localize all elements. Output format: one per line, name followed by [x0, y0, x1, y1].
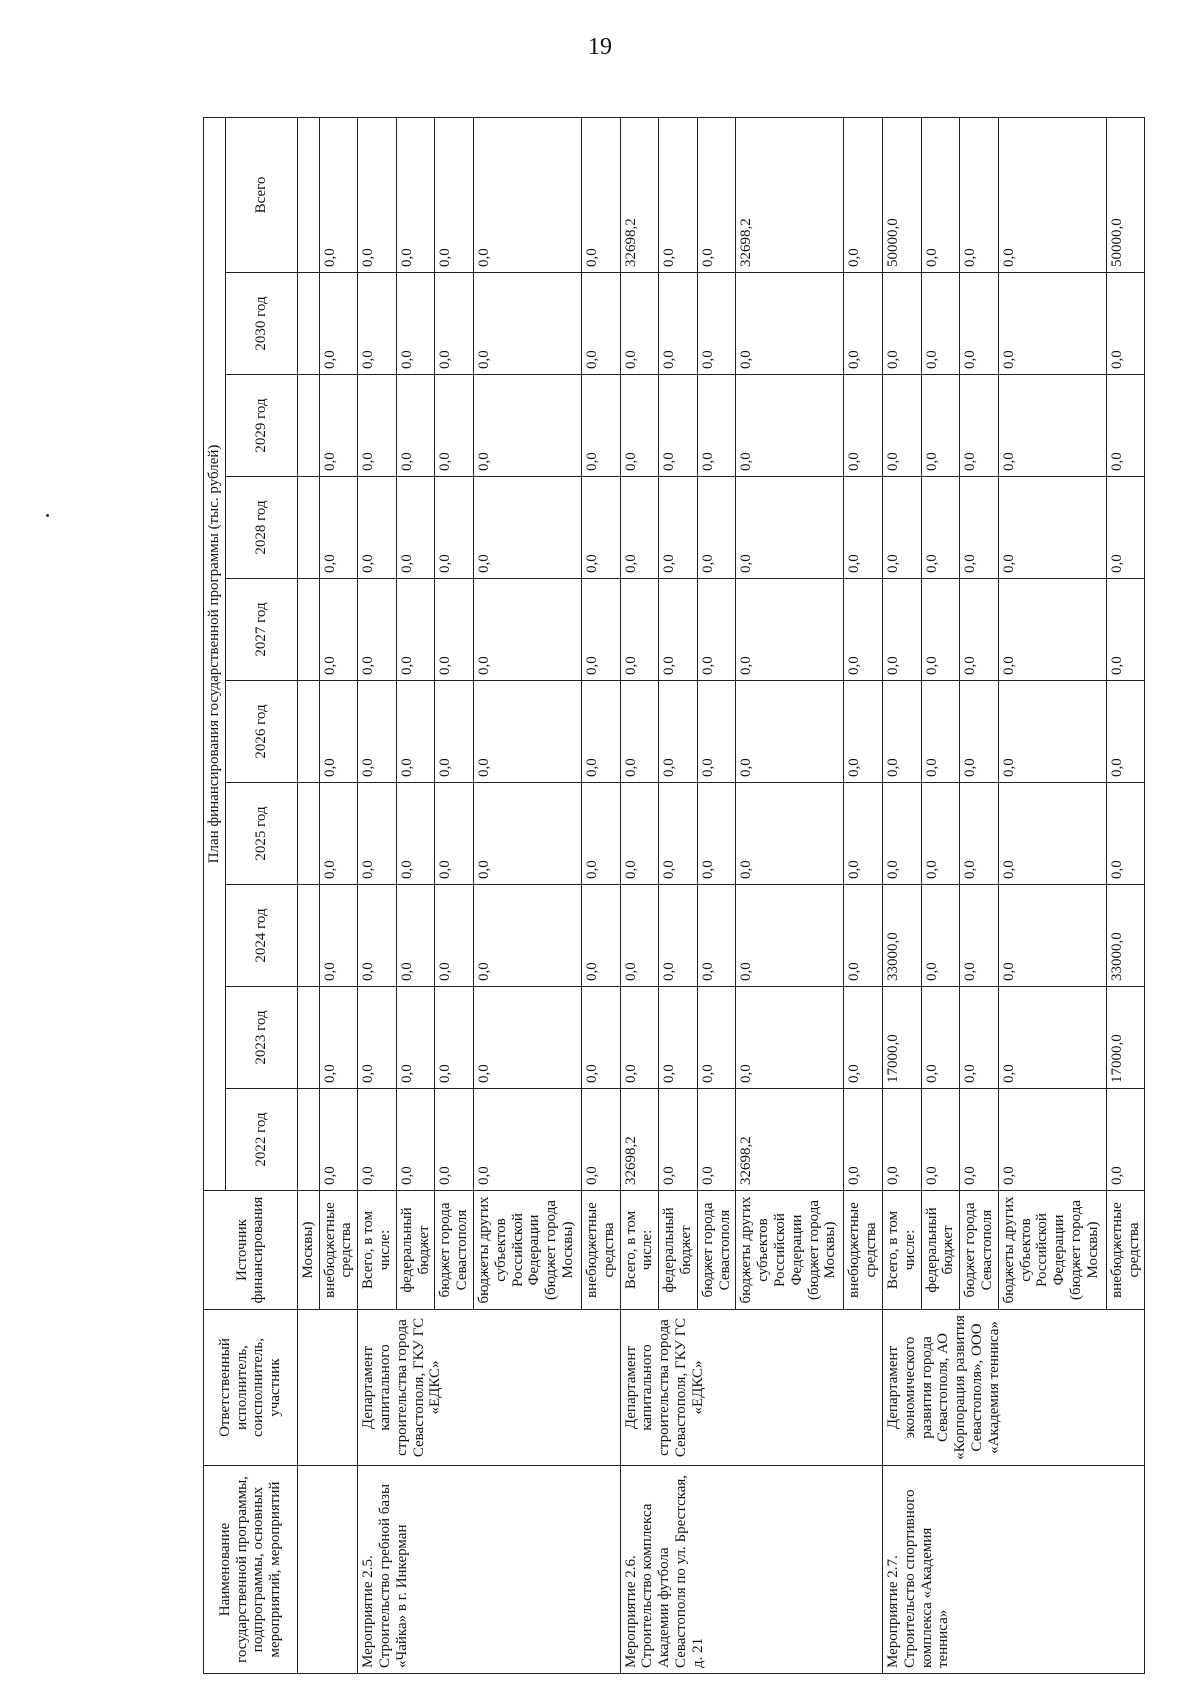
- value-cell: 0,0: [435, 681, 474, 783]
- measure-name-cell: Мероприятие 2.6. Строительство комплекса Академии футбола Севастополя по ул. Брестская, д. 21: [620, 1466, 882, 1674]
- header-name: Наименование государственной программы, подпрограммы, основных мероприятий, мероприятий: [204, 1466, 298, 1674]
- value-cell: 0,0: [921, 579, 960, 681]
- header-year: 2024 год: [225, 885, 297, 987]
- value-cell: 0,0: [358, 885, 397, 987]
- value-cell: 0,0: [697, 681, 736, 783]
- value-cell: [297, 987, 319, 1089]
- value-cell: 0,0: [473, 477, 581, 579]
- value-cell: 0,0: [581, 477, 620, 579]
- value-cell: 0,0: [659, 477, 698, 579]
- value-cell: 0,0: [473, 681, 581, 783]
- value-cell: 0,0: [358, 1089, 397, 1191]
- source-cell: федеральный бюджет: [921, 1191, 960, 1310]
- value-cell: 33000,0: [1106, 885, 1145, 987]
- table-row: [620, 117, 659, 1673]
- source-cell: Всего, в том числе:: [882, 1191, 921, 1310]
- value-cell: 0,0: [998, 477, 1106, 579]
- value-cell: [297, 117, 319, 272]
- value-cell: 0,0: [435, 579, 474, 681]
- value-cell: 0,0: [697, 477, 736, 579]
- value-cell: [297, 579, 319, 681]
- source-cell: бюджеты других субъектов Российской Федерации (бюджет города Москвы): [736, 1191, 844, 1310]
- value-cell: 0,0: [844, 273, 883, 375]
- source-cell: бюджет города Севастополя: [435, 1191, 474, 1310]
- value-cell: [297, 477, 319, 579]
- value-cell: 0,0: [473, 783, 581, 885]
- value-cell: 0,0: [736, 885, 844, 987]
- value-cell: 0,0: [844, 885, 883, 987]
- header-year: 2030 год: [225, 273, 297, 375]
- value-cell: 0,0: [882, 477, 921, 579]
- value-cell: [297, 273, 319, 375]
- value-cell: 0,0: [697, 1089, 736, 1191]
- value-cell: 0,0: [659, 681, 698, 783]
- value-cell: 0,0: [882, 579, 921, 681]
- header-responsible: Ответственный исполнитель, соисполнитель, участник: [204, 1310, 298, 1466]
- value-cell: 0,0: [1106, 273, 1145, 375]
- value-cell: 0,0: [882, 375, 921, 477]
- value-cell: 0,0: [921, 681, 960, 783]
- source-cell: внебюджетные средства: [844, 1191, 883, 1310]
- responsible-cell: Департамент экономического развития города Севастополя, АО «Корпорация развития Севастополя», ООО «Академия тенниса»: [882, 1310, 1144, 1466]
- value-cell: [297, 681, 319, 783]
- value-cell: 0,0: [960, 987, 999, 1089]
- header-year: 2028 год: [225, 477, 297, 579]
- value-cell: 0,0: [921, 375, 960, 477]
- header-year: 2022 год: [225, 1089, 297, 1191]
- value-cell: [297, 1089, 319, 1191]
- value-cell: 0,0: [736, 375, 844, 477]
- source-cell: Всего, в том числе:: [620, 1191, 659, 1310]
- responsible-cell-continued: [297, 1310, 357, 1466]
- measure-name-cell: Мероприятие 2.5. Строительство гребной базы «Чайка» в г. Инкерман: [358, 1466, 620, 1674]
- value-cell: [297, 885, 319, 987]
- value-cell: 32698,2: [620, 1089, 659, 1191]
- header-year: 2023 год: [225, 987, 297, 1089]
- value-cell: 0,0: [435, 273, 474, 375]
- value-cell: 0,0: [319, 783, 358, 885]
- value-cell: 0,0: [882, 783, 921, 885]
- value-cell: 0,0: [844, 375, 883, 477]
- value-cell: 17000,0: [1106, 987, 1145, 1089]
- value-cell: 0,0: [998, 783, 1106, 885]
- value-cell: 50000,0: [882, 117, 921, 272]
- rotated-table-container: [203, 118, 1142, 1674]
- value-cell: 0,0: [435, 1089, 474, 1191]
- header-year: Всего: [225, 117, 297, 272]
- value-cell: 0,0: [581, 273, 620, 375]
- table-row: [297, 117, 319, 1673]
- value-cell: 0,0: [921, 273, 960, 375]
- value-cell: 0,0: [620, 987, 659, 1089]
- value-cell: 0,0: [960, 681, 999, 783]
- value-cell: 0,0: [435, 987, 474, 1089]
- value-cell: 0,0: [659, 987, 698, 1089]
- value-cell: [297, 375, 319, 477]
- value-cell: 0,0: [473, 273, 581, 375]
- value-cell: 0,0: [319, 885, 358, 987]
- value-cell: 0,0: [659, 579, 698, 681]
- source-cell: внебюджетные средства: [1106, 1191, 1145, 1310]
- value-cell: 33000,0: [882, 885, 921, 987]
- value-cell: 0,0: [435, 117, 474, 272]
- value-cell: 0,0: [736, 273, 844, 375]
- value-cell: 0,0: [960, 375, 999, 477]
- value-cell: 0,0: [844, 783, 883, 885]
- value-cell: 0,0: [736, 987, 844, 1089]
- responsible-cell: Департамент капитального строительства города Севастополя, ГКУ ГС «ЕДКС»: [358, 1310, 620, 1466]
- value-cell: 0,0: [960, 477, 999, 579]
- value-cell: 0,0: [1106, 783, 1145, 885]
- value-cell: 0,0: [396, 681, 435, 783]
- source-cell: Всего, в том числе:: [358, 1191, 397, 1310]
- value-cell: 0,0: [697, 579, 736, 681]
- scan-speck: [46, 514, 49, 517]
- value-cell: 0,0: [435, 477, 474, 579]
- value-cell: 0,0: [396, 987, 435, 1089]
- value-cell: 0,0: [620, 579, 659, 681]
- name-cell-continued: [297, 1466, 357, 1674]
- value-cell: 0,0: [358, 477, 397, 579]
- value-cell: 0,0: [697, 987, 736, 1089]
- value-cell: 0,0: [659, 1089, 698, 1191]
- header-year: 2029 год: [225, 375, 297, 477]
- value-cell: 0,0: [844, 477, 883, 579]
- value-cell: 0,0: [435, 375, 474, 477]
- value-cell: 0,0: [697, 783, 736, 885]
- value-cell: 0,0: [921, 885, 960, 987]
- value-cell: 0,0: [620, 375, 659, 477]
- value-cell: 17000,0: [882, 987, 921, 1089]
- value-cell: 0,0: [319, 987, 358, 1089]
- value-cell: 0,0: [319, 375, 358, 477]
- value-cell: 0,0: [396, 375, 435, 477]
- value-cell: 0,0: [998, 681, 1106, 783]
- header-plan-title: План финансирования государственной программы (тыс. рублей): [204, 117, 226, 1190]
- value-cell: 32698,2: [736, 117, 844, 272]
- value-cell: 0,0: [921, 477, 960, 579]
- value-cell: 0,0: [736, 477, 844, 579]
- header-year: 2027 год: [225, 579, 297, 681]
- value-cell: 0,0: [473, 117, 581, 272]
- source-cell: федеральный бюджет: [659, 1191, 698, 1310]
- value-cell: 0,0: [960, 579, 999, 681]
- value-cell: 0,0: [396, 117, 435, 272]
- rotated-table-frame: [203, 118, 1142, 1674]
- source-cell: внебюджетные средства: [319, 1191, 358, 1310]
- value-cell: 50000,0: [1106, 117, 1145, 272]
- value-cell: 0,0: [697, 273, 736, 375]
- value-cell: 0,0: [844, 987, 883, 1089]
- value-cell: 0,0: [659, 117, 698, 272]
- source-cell: бюджет города Севастополя: [697, 1191, 736, 1310]
- value-cell: 0,0: [581, 783, 620, 885]
- value-cell: 0,0: [1106, 579, 1145, 681]
- value-cell: 0,0: [697, 375, 736, 477]
- value-cell: 0,0: [998, 1089, 1106, 1191]
- source-cell: внебюджетные средства: [581, 1191, 620, 1310]
- value-cell: 0,0: [998, 579, 1106, 681]
- value-cell: 0,0: [473, 579, 581, 681]
- value-cell: 0,0: [396, 1089, 435, 1191]
- value-cell: 0,0: [960, 117, 999, 272]
- value-cell: 0,0: [736, 783, 844, 885]
- value-cell: 0,0: [844, 681, 883, 783]
- source-cell: Москвы): [297, 1191, 319, 1310]
- value-cell: 0,0: [697, 885, 736, 987]
- value-cell: 0,0: [659, 375, 698, 477]
- measure-name-cell: Мероприятие 2.7. Строительство спортивного комплекса «Академия тенниса»: [882, 1466, 1144, 1674]
- value-cell: 0,0: [581, 681, 620, 783]
- value-cell: 0,0: [473, 885, 581, 987]
- table-row: [882, 117, 921, 1673]
- value-cell: 0,0: [319, 681, 358, 783]
- table-row: [358, 117, 397, 1673]
- header-year: 2025 год: [225, 783, 297, 885]
- value-cell: 0,0: [319, 117, 358, 272]
- source-cell: федеральный бюджет: [396, 1191, 435, 1310]
- value-cell: 0,0: [581, 117, 620, 272]
- value-cell: 0,0: [581, 1089, 620, 1191]
- value-cell: 0,0: [620, 783, 659, 885]
- value-cell: 0,0: [581, 579, 620, 681]
- source-cell: бюджеты других субъектов Российской Федерации (бюджет города Москвы): [998, 1191, 1106, 1310]
- value-cell: 0,0: [844, 579, 883, 681]
- value-cell: 0,0: [396, 885, 435, 987]
- value-cell: [297, 783, 319, 885]
- value-cell: 0,0: [844, 1089, 883, 1191]
- value-cell: 0,0: [358, 783, 397, 885]
- value-cell: 0,0: [581, 375, 620, 477]
- value-cell: 0,0: [998, 375, 1106, 477]
- value-cell: 0,0: [1106, 681, 1145, 783]
- value-cell: 0,0: [659, 885, 698, 987]
- value-cell: 0,0: [1106, 1089, 1145, 1191]
- value-cell: 0,0: [581, 885, 620, 987]
- value-cell: 0,0: [882, 1089, 921, 1191]
- financing-table: [203, 117, 1145, 1674]
- value-cell: 32698,2: [736, 1089, 844, 1191]
- value-cell: 0,0: [998, 987, 1106, 1089]
- value-cell: 0,0: [921, 117, 960, 272]
- value-cell: 0,0: [882, 273, 921, 375]
- header-year: 2026 год: [225, 681, 297, 783]
- value-cell: 0,0: [998, 117, 1106, 272]
- value-cell: 0,0: [581, 987, 620, 1089]
- value-cell: 0,0: [697, 117, 736, 272]
- value-cell: 0,0: [396, 783, 435, 885]
- value-cell: 0,0: [921, 987, 960, 1089]
- value-cell: 0,0: [396, 477, 435, 579]
- value-cell: 0,0: [844, 117, 883, 272]
- value-cell: 0,0: [435, 885, 474, 987]
- value-cell: 0,0: [736, 681, 844, 783]
- source-cell: бюджет города Севастополя: [960, 1191, 999, 1310]
- value-cell: 0,0: [736, 579, 844, 681]
- value-cell: 0,0: [358, 579, 397, 681]
- value-cell: 32698,2: [620, 117, 659, 272]
- page-number: 19: [588, 34, 612, 60]
- value-cell: 0,0: [620, 273, 659, 375]
- value-cell: 0,0: [960, 885, 999, 987]
- value-cell: 0,0: [396, 273, 435, 375]
- value-cell: 0,0: [998, 273, 1106, 375]
- source-cell: бюджеты других субъектов Российской Федерации (бюджет города Москвы): [473, 1191, 581, 1310]
- value-cell: 0,0: [358, 987, 397, 1089]
- value-cell: 0,0: [921, 783, 960, 885]
- value-cell: 0,0: [319, 1089, 358, 1191]
- value-cell: 0,0: [960, 1089, 999, 1191]
- value-cell: 0,0: [960, 273, 999, 375]
- value-cell: 0,0: [319, 477, 358, 579]
- value-cell: 0,0: [998, 885, 1106, 987]
- value-cell: 0,0: [396, 579, 435, 681]
- value-cell: 0,0: [1106, 375, 1145, 477]
- value-cell: 0,0: [358, 273, 397, 375]
- value-cell: 0,0: [1106, 477, 1145, 579]
- value-cell: 0,0: [620, 681, 659, 783]
- value-cell: 0,0: [358, 681, 397, 783]
- value-cell: 0,0: [659, 273, 698, 375]
- value-cell: 0,0: [960, 783, 999, 885]
- value-cell: 0,0: [921, 1089, 960, 1191]
- value-cell: 0,0: [620, 477, 659, 579]
- value-cell: 0,0: [358, 117, 397, 272]
- value-cell: 0,0: [473, 375, 581, 477]
- responsible-cell: Департамент капитального строительства города Севастополя, ГКУ ГС «ЕДКС»: [620, 1310, 882, 1466]
- value-cell: 0,0: [882, 681, 921, 783]
- value-cell: 0,0: [358, 375, 397, 477]
- value-cell: 0,0: [659, 783, 698, 885]
- value-cell: 0,0: [620, 885, 659, 987]
- value-cell: 0,0: [473, 987, 581, 1089]
- value-cell: 0,0: [435, 783, 474, 885]
- value-cell: 0,0: [319, 273, 358, 375]
- header-source: Источник финансирования: [204, 1191, 298, 1310]
- value-cell: 0,0: [319, 579, 358, 681]
- value-cell: 0,0: [473, 1089, 581, 1191]
